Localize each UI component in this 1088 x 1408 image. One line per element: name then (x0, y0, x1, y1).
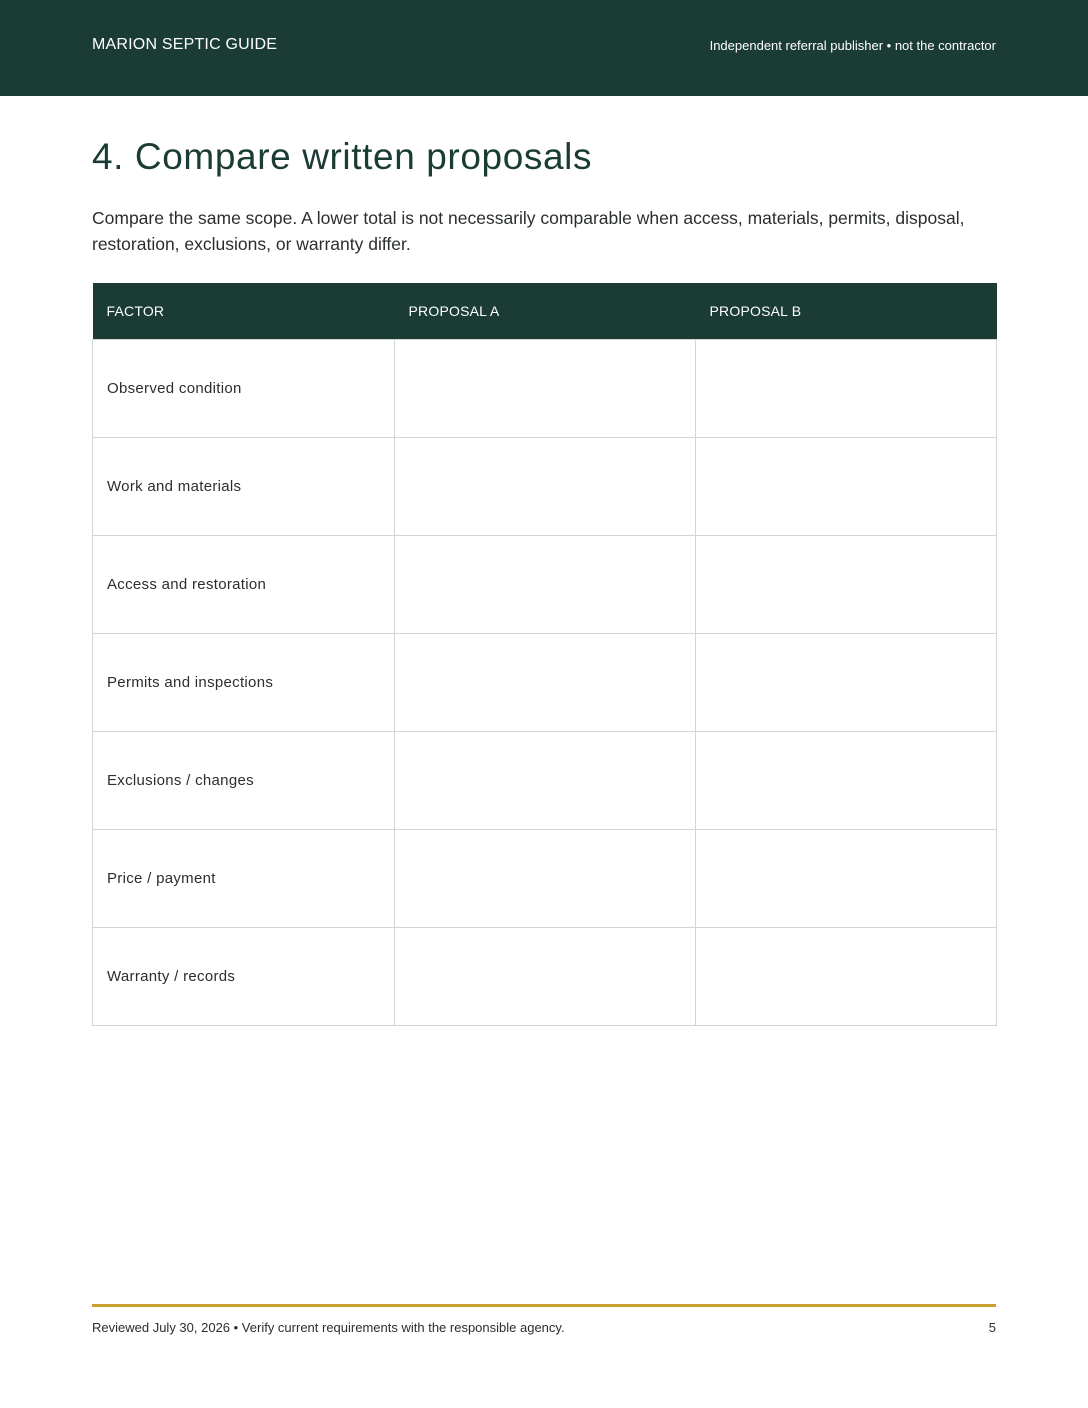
proposal-a-cell[interactable] (395, 829, 696, 927)
page-number: 5 (988, 1320, 996, 1335)
proposal-a-cell[interactable] (395, 633, 696, 731)
header-tagline: Independent referral publisher • not the contractor (709, 38, 996, 53)
proposal-b-cell[interactable] (696, 339, 997, 437)
column-header-factor: FACTOR (93, 283, 395, 339)
table-row (93, 731, 997, 829)
proposal-a-cell[interactable] (395, 927, 696, 1025)
proposal-b-cell[interactable] (696, 437, 997, 535)
factor-cell: Warranty / records (93, 927, 395, 1025)
factor-cell: Permits and inspections (93, 633, 395, 731)
table-header (93, 283, 997, 339)
table-header-row (93, 283, 997, 339)
proposal-a-cell[interactable] (395, 339, 696, 437)
table-row (93, 927, 997, 1025)
table-body (93, 339, 997, 1025)
factor-cell: Observed condition (93, 339, 395, 437)
factor-cell: Exclusions / changes (93, 731, 395, 829)
proposal-b-cell[interactable] (696, 535, 997, 633)
proposal-b-cell[interactable] (696, 927, 997, 1025)
proposal-a-cell[interactable] (395, 437, 696, 535)
proposal-a-cell[interactable] (395, 731, 696, 829)
table-row (93, 633, 997, 731)
page-title: 4. Compare written proposals (92, 136, 593, 177)
column-header-proposal-b: PROPOSAL B (696, 283, 997, 339)
factor-cell: Price / payment (93, 829, 395, 927)
factor-cell: Work and materials (93, 437, 395, 535)
factor-cell: Access and restoration (93, 535, 395, 633)
column-header-proposal-a: PROPOSAL A (395, 283, 696, 339)
intro-paragraph: Compare the same scope. A lower total is not necessarily comparable when access, materials, permits, disposal, restoration, exclusions, or warranty differ. (92, 208, 965, 254)
footer-divider (92, 1304, 996, 1307)
proposal-a-cell[interactable] (395, 535, 696, 633)
brand-name: MARION SEPTIC GUIDE (92, 36, 278, 53)
table-row (93, 437, 997, 535)
page-header (0, 0, 1088, 96)
proposal-comparison-table (92, 283, 997, 1026)
footer-review-note: Reviewed July 30, 2026 • Verify current requirements with the responsible agency. (92, 1320, 565, 1335)
proposal-b-cell[interactable] (696, 731, 997, 829)
proposal-b-cell[interactable] (696, 829, 997, 927)
table-row (93, 829, 997, 927)
table-row (93, 535, 997, 633)
proposal-b-cell[interactable] (696, 633, 997, 731)
table-row (93, 339, 997, 437)
